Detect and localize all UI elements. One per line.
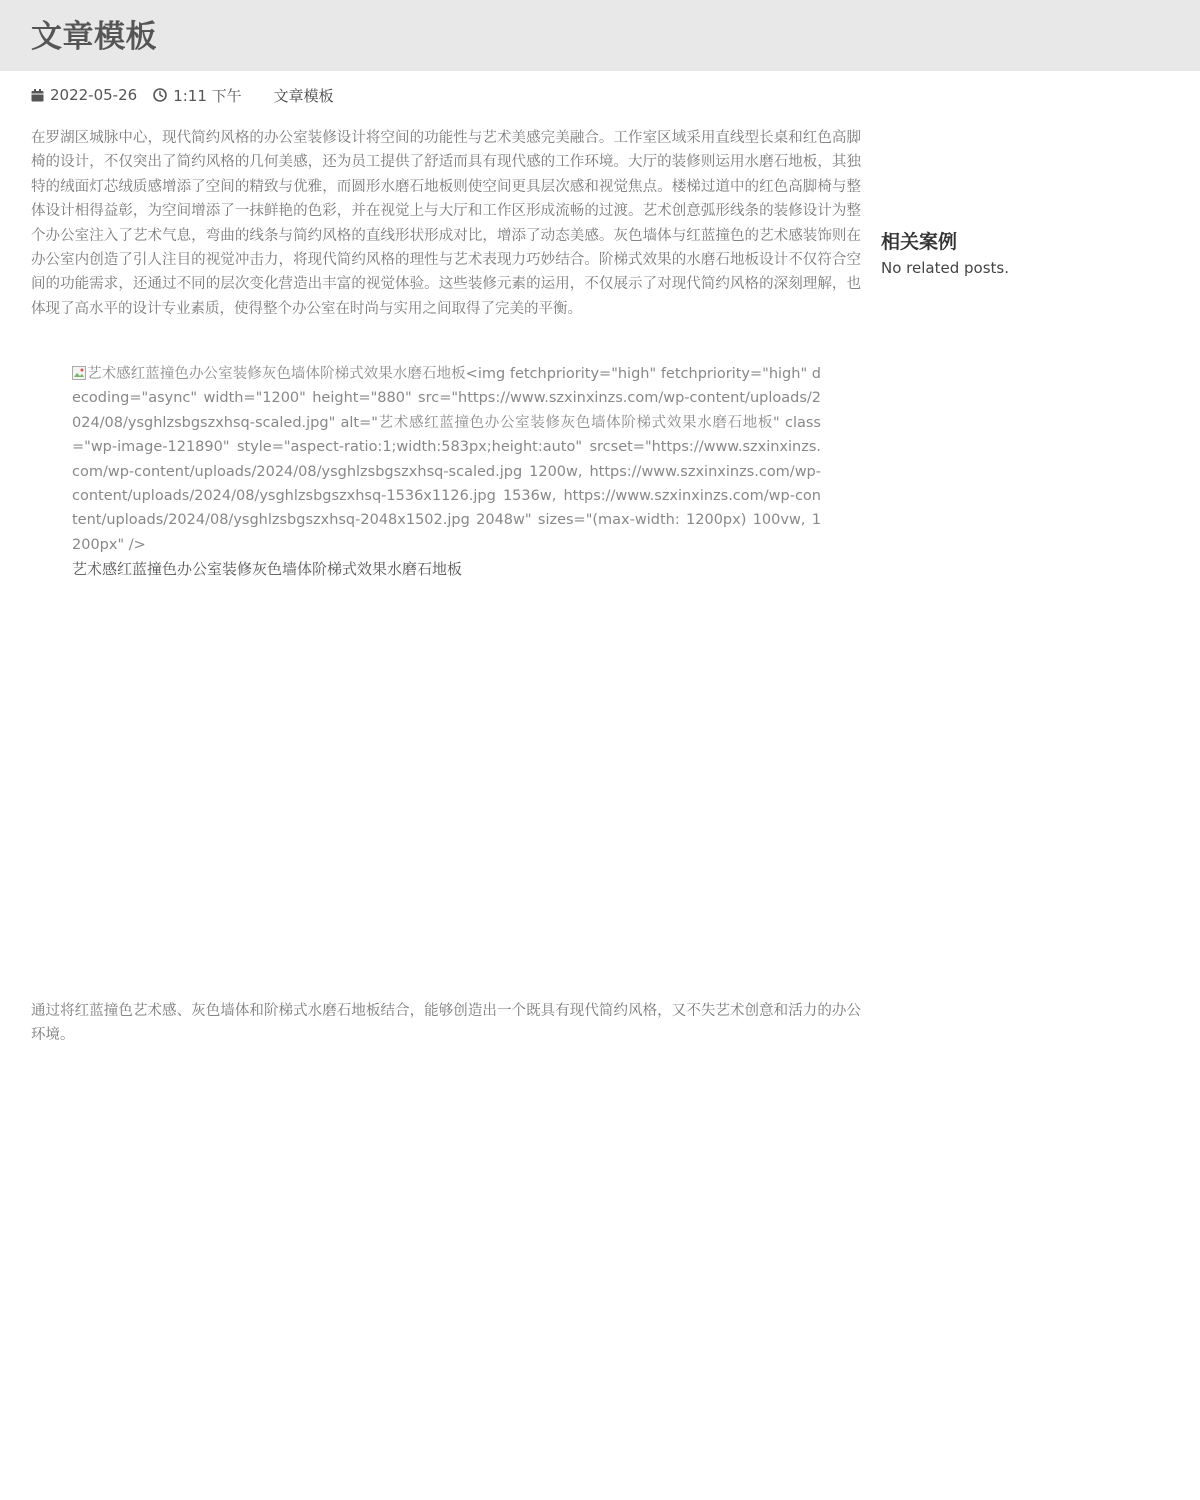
- page-title: 文章模板: [31, 19, 157, 55]
- calendar-icon: [31, 89, 44, 102]
- post-date: [31, 86, 137, 104]
- related-heading: 相关案例: [881, 231, 958, 253]
- post-time-text: 1:11 下午: [173, 86, 242, 105]
- site-header: [0, 0, 1200, 71]
- image-caption: 艺术感红蓝撞色办公室装修灰色墙体阶梯式效果水磨石地板: [72, 560, 463, 579]
- related-empty-text: No related posts.: [881, 259, 1009, 277]
- post-date-text: 2022-05-26: [50, 86, 138, 104]
- article-paragraph: 在罗湖区城脉中心，现代简约风格的办公室装修设计将空间的功能性与艺术美感完美融合。工作室区域采用直线型长桌和红色高脚椅的设计，不仅突出了简约风格的几何美感，还为员工提供了舒适而具有现代感的工作环境。大厅的装修则运用水磨石地板，其独特的绒面灯芯绒质感增添了空间的精致与优雅，而圆形水磨石地板则使空间更具层次感和视觉焦点。楼梯过道中的红色高脚椅与整体设计相得益彰，为空间增添了一抹鲜艳的色彩，并在视觉上与大厅和工作区形成流畅的过渡。艺术创意弧形线条的装修设计为整个办公室注入了艺术气息，弯曲的线条与简约风格的直线形状形成对比，增添了动态美感。灰色墙体与红蓝撞色的艺术感装饰则在办公室内创造了引人注目的视觉冲击力，将现代简约风格的理性与艺术表现力巧妙结合。阶梯式效果的水磨石地板设计不仅符合空间的功能需求，还通过不同的层次变化营造出丰富的视觉体验。这些装修元素的运用，不仅展示了对现代简约风格的深刻理解，也体现了高水平的设计专业素质，使得整个办公室在时尚与实用之间取得了完美的平衡。: [31, 130, 861, 317]
- post-time: [153, 85, 241, 106]
- image-alt-text: 艺术感红蓝撞色办公室装修灰色墙体阶梯式效果水磨石地板<img fetchpriority="high" fetchpriority="high" decoding="async" width="1200" height="880" src="https://www.szxinxinzs.com/wp-content/uploads/2024/08/ysghlzsbgszxhsq-scaled.jpg" alt="艺术感红蓝撞色办公室装修灰色墙体阶梯式效果水磨石地板" class="wp-image-121890" style="aspect-ratio:1;width:583px;height:auto" srcset="https://www.szxinxinzs.com/wp-content/uploads/2024/08/ysghlzsbgszxhsq-scaled.jpg 1200w, https://www.szxinxinzs.com/wp-content/uploads/2024/08/ysghlzsbgszxhsq-1536x1126.jpg 1536w, https://www.szxinxinzs.com/wp-content/uploads/2024/08/ysghlzsbgszxhsq-2048x1502.jpg 2048w" sizes="(max-width: 1200px) 100vw, 1200px" />: [72, 366, 821, 553]
- sidebar-related: [881, 228, 1181, 278]
- article-content: [31, 126, 861, 321]
- article-paragraph-closing: 通过将红蓝撞色艺术感、灰色墙体和阶梯式水磨石地板结合，能够创造出一个既具有现代简约风格，又不失艺术创意和活力的办公环境。: [31, 1003, 861, 1044]
- broken-image-icon: [72, 366, 86, 380]
- clock-icon: [153, 88, 167, 102]
- article-figure: [72, 362, 821, 581]
- post-meta: [31, 85, 334, 105]
- post-category-link[interactable]: 文章模板: [273, 86, 334, 105]
- broken-image: [72, 362, 821, 557]
